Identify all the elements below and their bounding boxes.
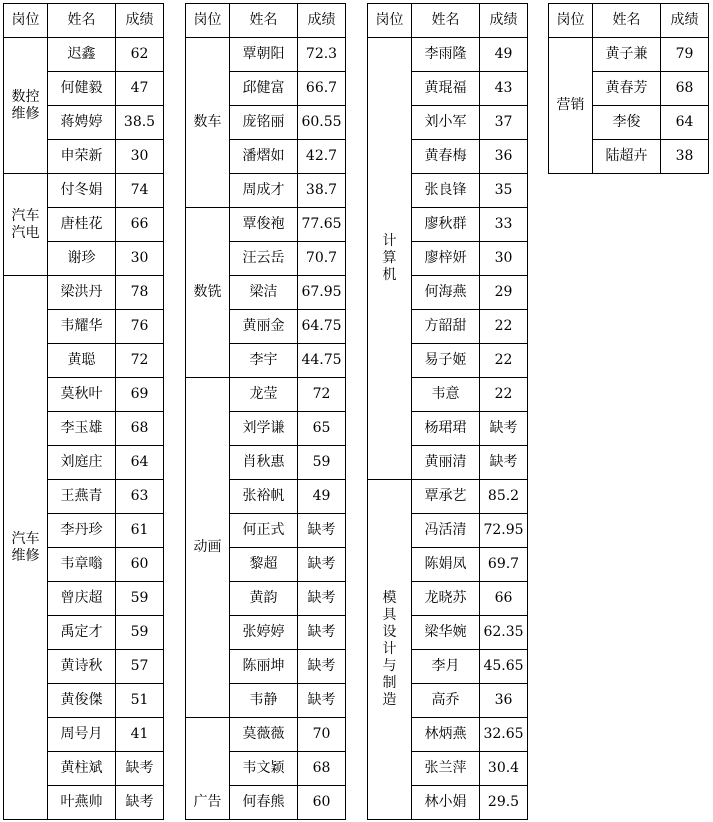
score-cell: 68 — [661, 72, 709, 106]
position-cell: 汽车汽电 — [4, 174, 48, 276]
score-cell: 77.65 — [298, 208, 346, 242]
score-cell: 缺考 — [480, 446, 528, 480]
table-row — [186, 718, 346, 752]
name-cell: 陈娟凤 — [412, 548, 480, 582]
name-cell: 周号月 — [48, 718, 116, 752]
name-cell: 黄柱斌 — [48, 752, 116, 786]
name-cell: 何春熊 — [230, 786, 298, 820]
score-cell: 60 — [116, 548, 164, 582]
score-cell: 72.95 — [480, 514, 528, 548]
score-cell: 42.7 — [298, 140, 346, 174]
score-table-3 — [367, 3, 528, 820]
score-cell: 67.95 — [298, 276, 346, 310]
score-cell: 72 — [298, 378, 346, 412]
position-cell: 广告 — [186, 718, 230, 820]
name-cell: 曾庆超 — [48, 582, 116, 616]
score-cell: 33 — [480, 208, 528, 242]
name-cell: 刘学谦 — [230, 412, 298, 446]
score-cell: 22 — [480, 344, 528, 378]
header-position: 岗位 — [368, 4, 412, 38]
name-cell: 莫秋叶 — [48, 378, 116, 412]
table-row — [4, 174, 164, 208]
score-cell: 36 — [480, 140, 528, 174]
score-cell: 61 — [116, 514, 164, 548]
header-name: 姓名 — [412, 4, 480, 38]
score-cell: 35 — [480, 174, 528, 208]
header-name: 姓名 — [593, 4, 661, 38]
name-cell: 谢珍 — [48, 242, 116, 276]
name-cell: 庞铭丽 — [230, 106, 298, 140]
header-row — [368, 4, 528, 38]
position-cell: 数控维修 — [4, 38, 48, 174]
score-cell: 64 — [661, 106, 709, 140]
score-cell: 缺考 — [298, 650, 346, 684]
score-cell: 38 — [661, 140, 709, 174]
score-cell: 69.7 — [480, 548, 528, 582]
name-cell: 刘小军 — [412, 106, 480, 140]
name-cell: 付冬娟 — [48, 174, 116, 208]
name-cell: 蒋娉婷 — [48, 106, 116, 140]
score-table-2 — [185, 3, 346, 820]
name-cell: 叶燕帅 — [48, 786, 116, 820]
score-cell: 59 — [298, 446, 346, 480]
score-cell: 缺考 — [298, 514, 346, 548]
score-cell: 缺考 — [298, 684, 346, 718]
score-cell: 69 — [116, 378, 164, 412]
name-cell: 林小娟 — [412, 786, 480, 820]
name-cell: 梁华婉 — [412, 616, 480, 650]
score-cell: 60 — [298, 786, 346, 820]
name-cell: 李宇 — [230, 344, 298, 378]
name-cell: 韦意 — [412, 378, 480, 412]
score-cell: 79 — [661, 38, 709, 72]
score-cell: 74 — [116, 174, 164, 208]
name-cell: 黄韵 — [230, 582, 298, 616]
score-cell: 30 — [116, 242, 164, 276]
header-position: 岗位 — [4, 4, 48, 38]
score-cell: 70 — [298, 718, 346, 752]
name-cell: 李月 — [412, 650, 480, 684]
score-cell: 59 — [116, 582, 164, 616]
position-cell: 数车 — [186, 38, 230, 208]
table-row — [549, 38, 709, 72]
score-cell: 57 — [116, 650, 164, 684]
position-cell: 模具设计与制造 — [368, 480, 412, 820]
score-cell: 29.5 — [480, 786, 528, 820]
table-row — [186, 38, 346, 72]
score-cell: 30 — [116, 140, 164, 174]
score-cell: 85.2 — [480, 480, 528, 514]
name-cell: 韦章嗡 — [48, 548, 116, 582]
name-cell: 覃朝阳 — [230, 38, 298, 72]
name-cell: 冯活清 — [412, 514, 480, 548]
name-cell: 申荣新 — [48, 140, 116, 174]
name-cell: 廖梓妍 — [412, 242, 480, 276]
score-cell: 30 — [480, 242, 528, 276]
name-cell: 高乔 — [412, 684, 480, 718]
name-cell: 李丹珍 — [48, 514, 116, 548]
score-cell: 缺考 — [298, 616, 346, 650]
score-cell: 68 — [116, 412, 164, 446]
position-cell: 动画 — [186, 378, 230, 718]
name-cell: 禹定才 — [48, 616, 116, 650]
header-name: 姓名 — [48, 4, 116, 38]
name-cell: 李玉雄 — [48, 412, 116, 446]
name-cell: 龙莹 — [230, 378, 298, 412]
position-cell: 汽车维修 — [4, 276, 48, 820]
score-cell: 66.7 — [298, 72, 346, 106]
name-cell: 杨珺珺 — [412, 412, 480, 446]
score-cell: 缺考 — [116, 786, 164, 820]
score-cell: 60.55 — [298, 106, 346, 140]
position-cell: 计算机 — [368, 38, 412, 480]
score-cell: 41 — [116, 718, 164, 752]
name-cell: 王燕青 — [48, 480, 116, 514]
name-cell: 黄丽金 — [230, 310, 298, 344]
name-cell: 张良锋 — [412, 174, 480, 208]
name-cell: 韦静 — [230, 684, 298, 718]
score-cell: 缺考 — [116, 752, 164, 786]
table-row — [4, 38, 164, 72]
header-row — [4, 4, 164, 38]
name-cell: 黄丽清 — [412, 446, 480, 480]
name-cell: 李雨隆 — [412, 38, 480, 72]
score-cell: 49 — [298, 480, 346, 514]
score-cell: 缺考 — [298, 582, 346, 616]
score-cell: 36 — [480, 684, 528, 718]
name-cell: 潘熠如 — [230, 140, 298, 174]
score-cell: 63 — [116, 480, 164, 514]
name-cell: 陈丽坤 — [230, 650, 298, 684]
score-cell: 64.75 — [298, 310, 346, 344]
name-cell: 汪云岳 — [230, 242, 298, 276]
score-cell: 49 — [480, 38, 528, 72]
name-cell: 覃俊袍 — [230, 208, 298, 242]
name-cell: 覃承艺 — [412, 480, 480, 514]
name-cell: 方韶甜 — [412, 310, 480, 344]
name-cell: 邱健富 — [230, 72, 298, 106]
name-cell: 李俊 — [593, 106, 661, 140]
name-cell: 龙晓苏 — [412, 582, 480, 616]
position-cell: 营销 — [549, 38, 593, 174]
name-cell: 黄俊傑 — [48, 684, 116, 718]
table-row — [368, 480, 528, 514]
position-cell: 数铣 — [186, 208, 230, 378]
score-cell: 38.7 — [298, 174, 346, 208]
score-cell: 70.7 — [298, 242, 346, 276]
score-cell: 30.4 — [480, 752, 528, 786]
score-cell: 22 — [480, 310, 528, 344]
score-cell: 68 — [298, 752, 346, 786]
table-row — [368, 38, 528, 72]
header-score: 成绩 — [480, 4, 528, 38]
name-cell: 何健毅 — [48, 72, 116, 106]
name-cell: 廖秋群 — [412, 208, 480, 242]
score-table-1 — [3, 3, 164, 820]
header-position: 岗位 — [186, 4, 230, 38]
name-cell: 韦文颖 — [230, 752, 298, 786]
name-cell: 唐桂花 — [48, 208, 116, 242]
name-cell: 迟鑫 — [48, 38, 116, 72]
name-cell: 张婷婷 — [230, 616, 298, 650]
name-cell: 莫薇薇 — [230, 718, 298, 752]
score-cell: 51 — [116, 684, 164, 718]
name-cell: 周成才 — [230, 174, 298, 208]
header-row — [549, 4, 709, 38]
table-row — [186, 208, 346, 242]
name-cell: 陆超卉 — [593, 140, 661, 174]
name-cell: 刘庭庄 — [48, 446, 116, 480]
name-cell: 张裕帆 — [230, 480, 298, 514]
score-cell: 66 — [116, 208, 164, 242]
table-row — [4, 276, 164, 310]
score-cell: 缺考 — [298, 548, 346, 582]
score-cell: 78 — [116, 276, 164, 310]
name-cell: 黄诗秋 — [48, 650, 116, 684]
name-cell: 易子姬 — [412, 344, 480, 378]
header-position: 岗位 — [549, 4, 593, 38]
name-cell: 何海燕 — [412, 276, 480, 310]
name-cell: 黄琨福 — [412, 72, 480, 106]
score-cell: 32.65 — [480, 718, 528, 752]
name-cell: 黄春梅 — [412, 140, 480, 174]
name-cell: 韦耀华 — [48, 310, 116, 344]
score-cell: 59 — [116, 616, 164, 650]
score-cell: 47 — [116, 72, 164, 106]
score-cell: 37 — [480, 106, 528, 140]
name-cell: 黄子兼 — [593, 38, 661, 72]
score-cell: 72 — [116, 344, 164, 378]
score-cell: 43 — [480, 72, 528, 106]
score-cell: 45.65 — [480, 650, 528, 684]
score-cell: 缺考 — [480, 412, 528, 446]
name-cell: 梁洪丹 — [48, 276, 116, 310]
score-cell: 72.3 — [298, 38, 346, 72]
score-cell: 29 — [480, 276, 528, 310]
name-cell: 林炳燕 — [412, 718, 480, 752]
score-cell: 38.5 — [116, 106, 164, 140]
score-cell: 66 — [480, 582, 528, 616]
header-score: 成绩 — [298, 4, 346, 38]
score-cell: 22 — [480, 378, 528, 412]
score-cell: 62 — [116, 38, 164, 72]
name-cell: 何正式 — [230, 514, 298, 548]
name-cell: 黄聪 — [48, 344, 116, 378]
score-cell: 64 — [116, 446, 164, 480]
score-cell: 65 — [298, 412, 346, 446]
name-cell: 黎超 — [230, 548, 298, 582]
score-cell: 62.35 — [480, 616, 528, 650]
name-cell: 张兰萍 — [412, 752, 480, 786]
header-name: 姓名 — [230, 4, 298, 38]
score-table-4 — [548, 3, 709, 174]
name-cell: 梁洁 — [230, 276, 298, 310]
score-cell: 44.75 — [298, 344, 346, 378]
header-score: 成绩 — [116, 4, 164, 38]
header-score: 成绩 — [661, 4, 709, 38]
score-cell: 76 — [116, 310, 164, 344]
name-cell: 肖秋惠 — [230, 446, 298, 480]
table-row — [186, 378, 346, 412]
header-row — [186, 4, 346, 38]
name-cell: 黄春芳 — [593, 72, 661, 106]
